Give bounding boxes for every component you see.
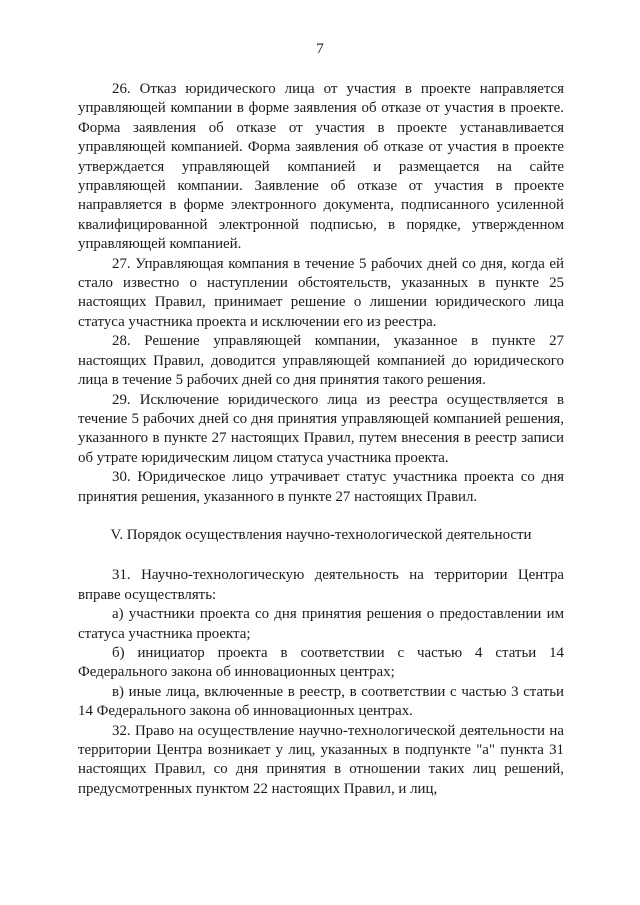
paragraph-29: 29. Исключение юридического лица из реестра осуществляется в течение 5 рабочих дней со дня принятия управляющей компанией решения, указанного в пункте 27 настоящих Правил, путем внесения в реестр записи об утрате юридическим лицом статуса участника проекта. <box>78 391 564 466</box>
subparagraph-v: в) иные лица, включенные в реестр, в соответствии с частью 3 статьи 14 Федерального закона об инновационных центрах. <box>78 683 564 720</box>
document-body <box>78 80 564 799</box>
subparagraph-a: а) участники проекта со дня принятия решения о предоставлении им статуса участника проекта; <box>78 606 564 642</box>
page-number: 7 <box>316 41 324 57</box>
paragraph-28: 28. Решение управляющей компании, указанное в пункте 27 настоящих Правил, доводится управляющей компанией до юридического лица в течение 5 рабочих дней со дня принятия такого решения. <box>78 333 564 389</box>
paragraph-30: 30. Юридическое лицо утрачивает статус участника проекта со дня принятия решения, указанного в пункте 27 настоящих Правил. <box>78 469 564 505</box>
paragraph-27: 27. Управляющая компания в течение 5 рабочих дней со дня, когда ей стало известно о наступлении обстоятельств, указанных в пункте 25 настоящих Правил, принимает решение о лишении юридического лица статуса участника проекта и исключении его из реестра. <box>78 255 564 330</box>
paragraph-32: 32. Право на осуществление научно-технологической деятельности на территории Центра возникает у лиц, указанных в подпункте "а" пункта 31 настоящих Правил, со дня принятия в отношении таких лиц решений, предусмотренных пунктом 22 настоящих Правил, и лиц, <box>78 722 564 797</box>
section-heading: V. Порядок осуществления научно-технологической деятельности <box>110 526 532 543</box>
paragraph-26: 26. Отказ юридического лица от участия в проекте направляется управляющей компании в форме заявления об отказе от участия в проекте. Форма заявления об отказе от участия в проекте устанавливается управляющей компанией. Форма заявления об отказе от участия в проекте утверждается управляющей компанией и размещается на сайте управляющей компании. Заявление об отказе от участия в проекте направляется в форме электронного документа, подписанного усиленной квалифицированной электронной подписью, в порядке, утвержденном управляющей компанией. <box>78 81 564 253</box>
paragraph-31: 31. Научно-технологическую деятельность на территории Центра вправе осуществлять: <box>78 567 564 603</box>
subparagraph-b: б) инициатор проекта в соответствии с частью 4 статьи 14 Федерального закона об инновационных центрах; <box>78 644 564 681</box>
